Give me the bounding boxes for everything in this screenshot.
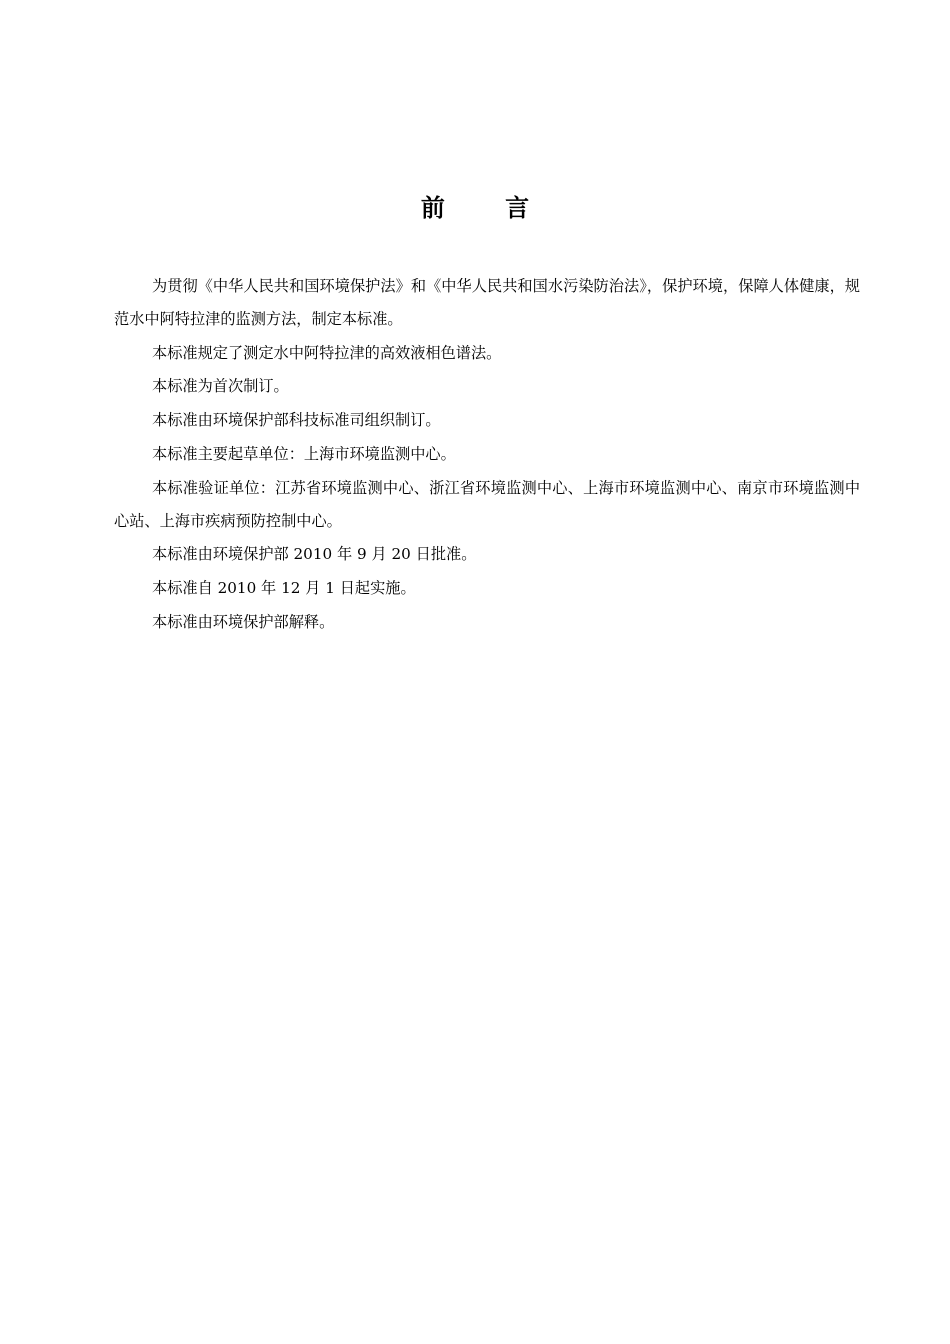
page-title bbox=[0, 188, 950, 228]
paragraph-approval-date: 本标准由环境保护部 2010 年 9 月 20 日批准。 bbox=[152, 545, 477, 564]
paragraph-validators: 本标准验证单位：江苏省环境监测中心、浙江省环境监测中心、上海市环境监测中心、南京市环境监测中心站、上海市疾病预防控制中心。 bbox=[114, 478, 860, 530]
paragraph-scope: 本标准规定了测定水中阿特拉津的高效液相色谱法。 bbox=[152, 343, 502, 362]
paragraph-first-edition: 本标准为首次制订。 bbox=[152, 377, 289, 396]
paragraph-organizer: 本标准由环境保护部科技标准司组织制订。 bbox=[152, 411, 441, 430]
page-title-text: 前 言 bbox=[420, 194, 556, 222]
paragraph-interpretation: 本标准由环境保护部解释。 bbox=[152, 612, 335, 631]
paragraph-drafter: 本标准主要起草单位：上海市环境监测中心。 bbox=[152, 444, 456, 463]
paragraph-purpose: 为贯彻《中华人民共和国环境保护法》和《中华人民共和国水污染防治法》，保护环境，保障人体健康，规范水中阿特拉津的监测方法，制定本标准。 bbox=[114, 277, 860, 328]
paragraph-effective-date: 本标准自 2010 年 12 月 1 日起实施。 bbox=[152, 579, 416, 598]
foreword-body bbox=[114, 270, 860, 640]
